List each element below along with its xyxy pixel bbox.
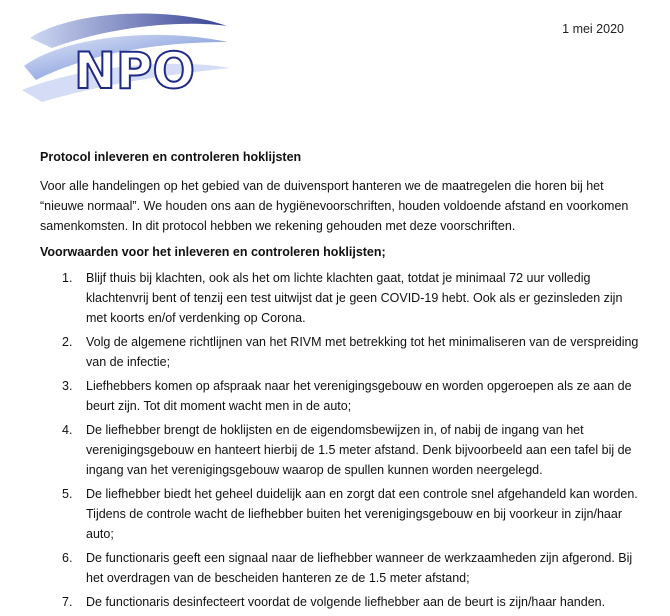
conditions-list bbox=[40, 268, 640, 612]
npo-logo bbox=[22, 8, 230, 104]
list-item-text: De liefhebber brengt de hoklijsten en de eigendomsbewijzen in, of nabij de ingang van het verenigingsgebouw en hanteert hierbij de 1.5 meter afstand. Denk bijvoorbeeld aan een tafel bij de ingang van het verenigingsgebouw waarop de spullen kunnen worden neergelegd. bbox=[86, 423, 632, 477]
document-title: Protocol inleveren en controleren hoklijsten bbox=[40, 150, 302, 164]
list-item bbox=[40, 420, 640, 480]
list-item-text: De functionaris geeft een signaal naar de liefhebber wanneer de werkzaamheden zijn afgerond. Bij het overdragen van de bescheiden hanteren ze de 1.5 meter afstand; bbox=[86, 551, 633, 585]
list-item-number: 6. bbox=[62, 551, 73, 565]
npo-logo-text: NPO bbox=[74, 42, 195, 100]
list-item-number: 2. bbox=[62, 335, 73, 349]
list-item-number: 3. bbox=[62, 379, 73, 393]
list-item bbox=[40, 376, 640, 416]
list-item bbox=[40, 548, 640, 588]
list-item-text: De functionaris desinfecteert voordat de volgende liefhebber aan de beurt is zijn/haar handen. bbox=[86, 595, 606, 609]
list-item-number: 7. bbox=[62, 595, 73, 609]
list-item-number: 4. bbox=[62, 423, 73, 437]
list-item-text: Volg de algemene richtlijnen van het RIVM met betrekking tot het minimaliseren van de verspreiding van de infectie; bbox=[86, 335, 639, 369]
list-item-text: Blijf thuis bij klachten, ook als het om lichte klachten gaat, totdat je minimaal 72 uur volledig klachtenvrij bent of tenzij een test uitwijst dat je geen COVID-19 hebt. Ook als er gezinsleden zijn met koorts en/of verdenking op Corona. bbox=[86, 271, 623, 325]
intro-paragraph: Voor alle handelingen op het gebied van de duivensport hanteren we de maatregelen die horen bij het “nieuwe normaal”. We houden ons aan de hygiënevoorschriften, houden voldoende afstand en voorkomen samenkomsten. In dit protocol hebben we rekening gehouden met deze voorschriften. bbox=[40, 179, 629, 233]
list-item bbox=[40, 592, 640, 612]
list-item-number: 1. bbox=[62, 271, 73, 285]
conditions-heading: Voorwaarden voor het inleveren en controleren hoklijsten; bbox=[40, 245, 386, 259]
document-date: 1 mei 2020 bbox=[562, 22, 624, 36]
list-item-number: 5. bbox=[62, 487, 73, 501]
list-item bbox=[40, 268, 640, 328]
list-item-text: Liefhebbers komen op afspraak naar het verenigingsgebouw en worden opgeroepen als ze aan de beurt zijn. Tot dit moment wacht men in de auto; bbox=[86, 379, 632, 413]
document-body bbox=[40, 150, 640, 616]
list-item-text: De liefhebber biedt het geheel duidelijk aan en zorgt dat een controle snel afgehandeld kan worden. Tijdens de controle wacht de liefhebber buiten het verenigingsgebouw en bij voorkeur in zijn/haar auto; bbox=[86, 487, 638, 541]
list-item bbox=[40, 332, 640, 372]
list-item bbox=[40, 484, 640, 544]
